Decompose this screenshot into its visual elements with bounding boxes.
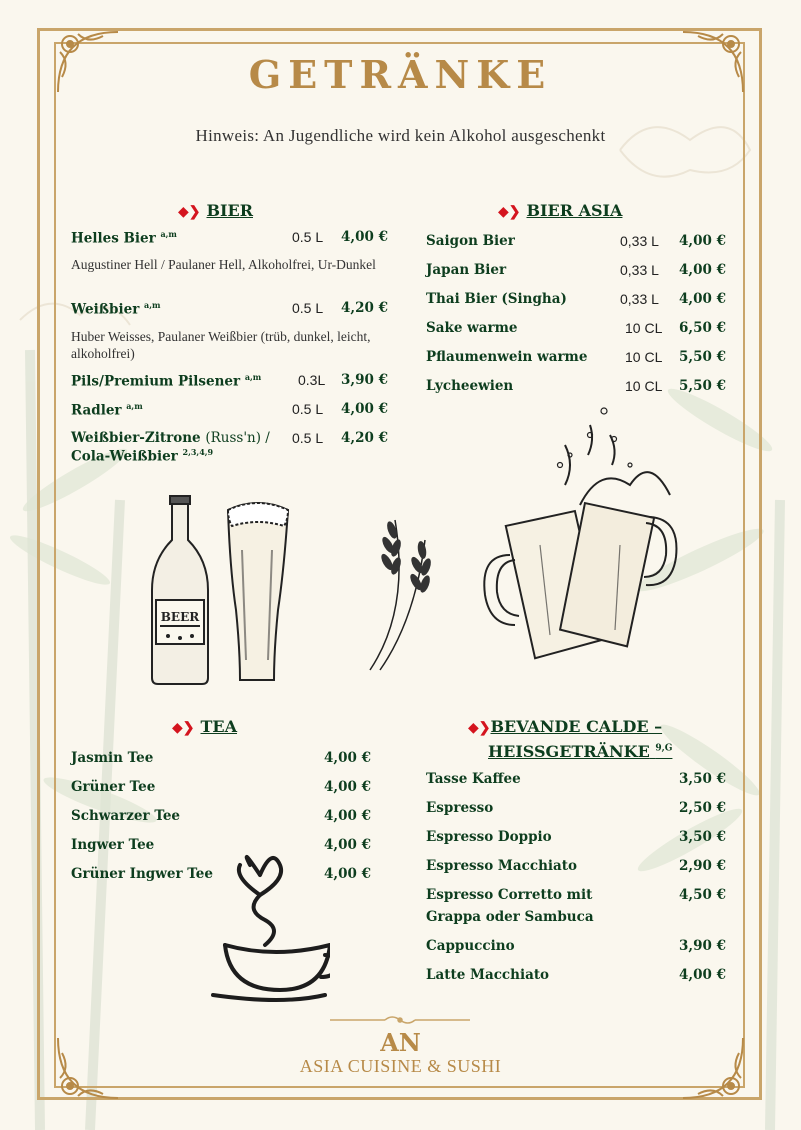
item-name-line2: Cola-Weißbier $^{2,3,4,9}$: [71, 447, 214, 465]
item-volume: 10 CL: [625, 378, 663, 394]
section-heading-tea: [172, 717, 237, 736]
item-price: 4,00 €: [341, 229, 388, 245]
item-name: Ingwer Tee: [71, 837, 155, 853]
section-heading-label: BIER ASIA: [526, 201, 623, 220]
section-heading-label: BEVANDE CALDE –: [490, 717, 663, 736]
item-name: Sake warme: [426, 320, 518, 336]
item-name: Latte Macchiato: [426, 967, 550, 983]
section-heading-bier: [178, 201, 253, 220]
item-name: Espresso Doppio: [426, 829, 552, 845]
item-volume: 0.3L: [298, 372, 326, 388]
item-description: Augustiner Hell / Paulaner Hell, Alkoholfrei, Ur-Dunkel: [71, 257, 376, 272]
section-heading-heissgetraenke: [468, 717, 662, 736]
footer-ornament-icon: [330, 1014, 470, 1026]
diamond-icon: ◆❯: [172, 720, 195, 736]
allergen-superscript: 9,G: [655, 743, 673, 754]
diamond-icon: ◆❯: [468, 720, 491, 736]
item-price: 2,90 €: [679, 858, 726, 874]
item-price: 5,50 €: [679, 349, 726, 365]
item-name: Radler $^{a,m}$: [71, 401, 143, 419]
item-price: 4,50 €: [679, 887, 726, 903]
item-price: 4,20 €: [341, 430, 388, 446]
item-name: Espresso: [426, 800, 494, 816]
menu-item: [71, 430, 389, 470]
item-price: 3,90 €: [679, 938, 726, 954]
restaurant-name: ASIA CUISINE & SUSHI: [299, 1056, 502, 1076]
bottle-label: BEER: [160, 610, 200, 624]
item-price: 6,50 €: [679, 320, 726, 336]
item-name: Weißbier $^{a,m}$: [71, 300, 161, 318]
item-name: Weißbier-Zitrone (Russ'n) /: [71, 430, 270, 446]
logo-text: AN: [380, 1028, 421, 1057]
item-volume: 10 CL: [625, 320, 663, 336]
item-volume: 0,33 L: [620, 291, 659, 307]
item-name: Lycheewien: [426, 378, 514, 394]
section-heading-label: HEISSGETRÄNKE: [488, 742, 650, 761]
item-volume: 0.5 L: [292, 430, 324, 446]
item-price: 4,00 €: [679, 967, 726, 983]
item-volume: 0.5 L: [292, 300, 324, 316]
item-price: 4,00 €: [324, 808, 371, 824]
item-price: 3,90 €: [341, 372, 388, 388]
item-name-line2: Grappa oder Sambuca: [426, 909, 594, 925]
item-name: Pils/Premium Pilsener $^{a,m}$: [71, 372, 262, 390]
item-price: 4,00 €: [679, 262, 726, 278]
item-volume: 10 CL: [625, 349, 663, 365]
item-price: 4,00 €: [679, 291, 726, 307]
item-volume: 0,33 L: [620, 233, 659, 249]
item-name: Espresso Macchiato: [426, 858, 577, 874]
beer-mugs-illustration: [470, 405, 690, 675]
diamond-icon: ◆❯: [498, 204, 521, 220]
item-name: Pflaumenwein warme: [426, 349, 588, 365]
item-name: Cappuccino: [426, 938, 515, 954]
item-price: 4,20 €: [341, 300, 388, 316]
item-price: 5,50 €: [679, 378, 726, 394]
section-heading-bier-asia: [498, 201, 622, 220]
page-title: GETRÄNKE: [248, 52, 553, 97]
item-name: Schwarzer Tee: [71, 808, 181, 824]
menu-item: [426, 887, 728, 927]
item-name: Tasse Kaffee: [426, 771, 521, 787]
item-name: Japan Bier: [426, 262, 507, 278]
item-price: 4,00 €: [324, 837, 371, 853]
item-volume: 0.5 L: [292, 229, 324, 245]
item-price: 2,50 €: [679, 800, 726, 816]
item-name: Helles Bier $^{a,m}$: [71, 229, 177, 247]
wheat-icon: [360, 490, 440, 675]
section-heading-label: BIER: [206, 201, 253, 220]
item-price: 3,50 €: [679, 829, 726, 845]
item-volume: 0.5 L: [292, 401, 324, 417]
item-name: Grüner Tee: [71, 779, 156, 795]
section-heading-heissgetraenke-line2: [488, 742, 672, 761]
item-name: Espresso Corretto mit: [426, 887, 593, 903]
alcohol-notice: Hinweis: An Jugendliche wird kein Alkohol ausgeschenkt: [195, 126, 606, 145]
item-price: 4,00 €: [324, 866, 371, 882]
item-volume: 0,33 L: [620, 262, 659, 278]
item-name: Jasmin Tee: [71, 750, 154, 766]
item-price: 4,00 €: [341, 401, 388, 417]
item-name: Thai Bier (Singha): [426, 291, 567, 307]
teacup-icon: [205, 845, 330, 1005]
item-description: Huber Weisses, Paulaner Weißbier (trüb, dunkel, leicht, alkoholfrei): [71, 329, 371, 361]
item-name: Saigon Bier: [426, 233, 515, 249]
item-price: 4,00 €: [679, 233, 726, 249]
section-heading-label: TEA: [200, 717, 238, 736]
diamond-icon: ◆❯: [178, 204, 201, 220]
item-price: 3,50 €: [679, 771, 726, 787]
beer-bottle-and-glass-illustration: [150, 490, 300, 690]
item-name: Grüner Ingwer Tee: [71, 866, 213, 882]
item-price: 4,00 €: [324, 750, 371, 766]
item-price: 4,00 €: [324, 779, 371, 795]
